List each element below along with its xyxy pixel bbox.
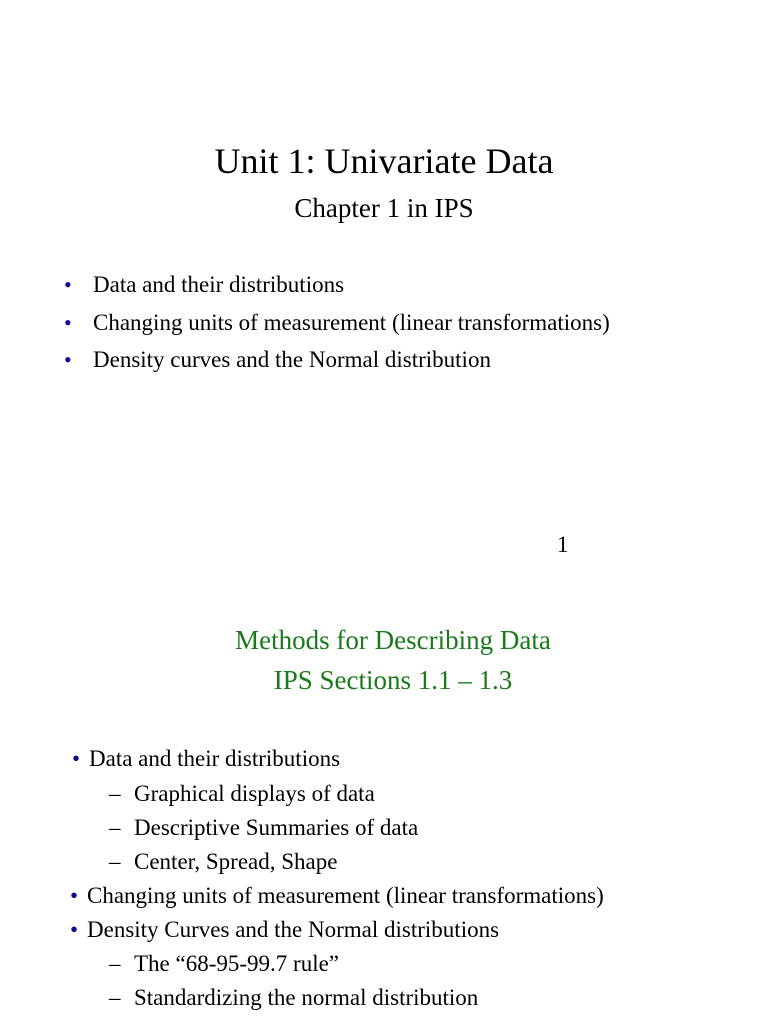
slide1-subtitle: Chapter 1 in IPS — [294, 193, 474, 223]
dash-icon: – — [109, 849, 121, 874]
dash-icon: – — [109, 781, 121, 806]
slide2-sub-text: Standardizing the normal distribution — [134, 985, 479, 1010]
dash-icon: – — [109, 985, 121, 1010]
slide1-bullet-text: Changing units of measurement (linear transformations) — [93, 310, 610, 335]
slide2-sub-text: Descriptive Summaries of data — [134, 815, 419, 840]
page-number: 1 — [557, 532, 569, 557]
slide1-bullet-text: Density curves and the Normal distribution — [93, 347, 491, 372]
bullet-icon: • — [70, 917, 79, 942]
slide2-sub-text: Graphical displays of data — [134, 781, 375, 806]
slide2-title: Methods for Describing Data — [235, 625, 551, 655]
slide2-sub-text: Center, Spread, Shape — [134, 849, 338, 874]
slide2-sub-text: The “68-95-99.7 rule” — [134, 951, 340, 976]
dash-icon: – — [109, 951, 121, 976]
bullet-icon: • — [64, 310, 72, 335]
slide1-bullet-text: Data and their distributions — [93, 272, 345, 297]
slide2-bullet-text: Data and their distributions — [89, 746, 341, 771]
bullet-icon: • — [70, 883, 79, 908]
slide2-bullet-text: Changing units of measurement (linear transformations) — [87, 883, 604, 908]
bullet-icon: • — [64, 347, 72, 372]
dash-icon: – — [109, 815, 121, 840]
bullet-icon: • — [64, 272, 72, 297]
slide2-subtitle: IPS Sections 1.1 – 1.3 — [273, 665, 513, 695]
bullet-icon: • — [72, 746, 81, 771]
slide1-title: Unit 1: Univariate Data — [214, 141, 554, 181]
slide2-bullet-text: Density Curves and the Normal distributions — [87, 917, 500, 942]
